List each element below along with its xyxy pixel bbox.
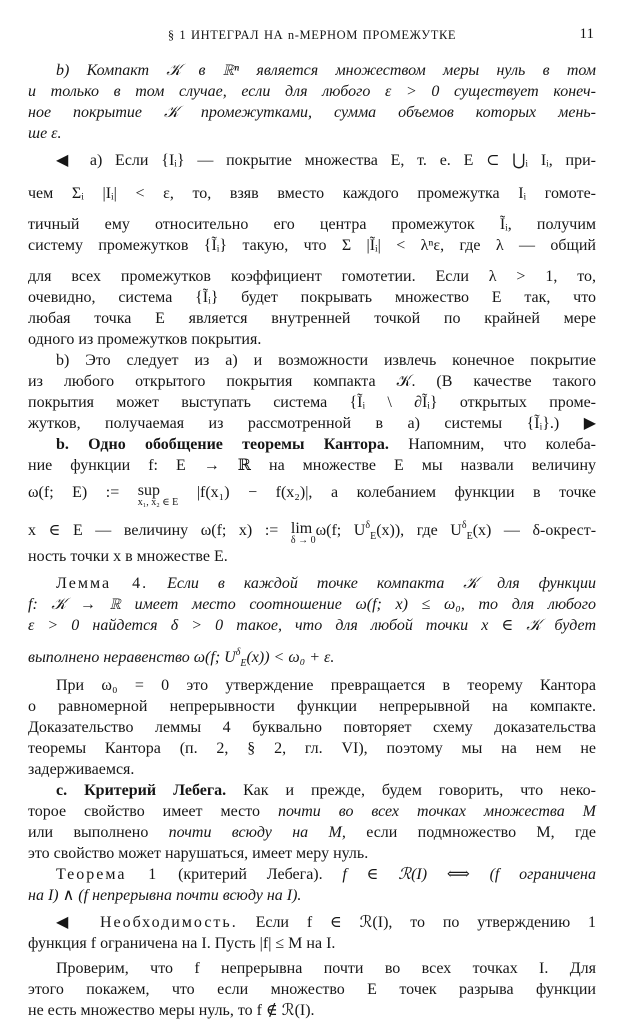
formula-line: ω(f; E) := sup x₁, x₂ ∈ E |f(x₁) − f(x₂)|, а колебанием функции в точке bbox=[28, 482, 597, 508]
text-line: ность точки x в множестве E. bbox=[28, 548, 228, 565]
lim-operator: lim δ → 0 bbox=[290, 520, 316, 546]
text-line: торое свойство имеет место почти во всех точках множества M bbox=[28, 803, 597, 820]
text-line: b) Это следует из a) и возможности извлечь конечное покрытие bbox=[56, 352, 596, 369]
proof-line: ◀ Необходимость. Если f ∈ ℛ(I), то по утверждению 1 bbox=[56, 914, 597, 931]
text-line: любая точка E является внутренней точкой по крайней мере bbox=[28, 310, 596, 327]
book-page bbox=[28, 24, 596, 1021]
text-line: о равномерной непрерывности функции непрерывной на компакте. bbox=[28, 698, 596, 715]
text-line: этого покажем, что если множество E точек разрыва функции bbox=[28, 981, 596, 998]
page-number: 11 bbox=[579, 26, 594, 42]
page-header bbox=[28, 24, 596, 56]
text-line: и только в том случае, если для любого ε > 0 существует конеч- bbox=[28, 83, 596, 100]
text-line: не есть множество меры нуль, то f ∉ ℛ(I). bbox=[28, 1002, 315, 1019]
text-line: на I) ∧ (f непрерывна почти всюду на I). bbox=[28, 887, 302, 904]
text-line: жутков, получаемая из рассмотренной в a) системы {Ĩᵢ}.) ▶ bbox=[28, 415, 596, 432]
text-line: функция f ограничена на I. Пусть |f| ≤ M на I. bbox=[28, 935, 336, 952]
lemma-line: Лемма 4. Если в каждой точке компакта 𝒦 для функции bbox=[56, 575, 596, 592]
section-heading: b. Одно обобщение теоремы Кантора. bbox=[56, 436, 389, 453]
running-title: § 1 ИНТЕГРАЛ НА n-МЕРНОМ ПРОМЕЖУТКЕ bbox=[167, 28, 457, 42]
formula-line: x ∈ E — величину ω(f; x) := lim δ → 0 ω(f; $U^\delta_E(x)$), где $U^\delta_E(x)$ — δ-окрест- bbox=[28, 520, 597, 546]
theorem-line: Теорема 1 (критерий Лебега). f ∈ ℛ(I) ⟺ (f ограничена bbox=[56, 866, 596, 883]
lemma-label: Лемма 4. bbox=[56, 575, 149, 592]
text-line: Доказательство леммы 4 буквально повторяет схему доказательства bbox=[28, 719, 596, 736]
theorem-label: Теорема 1 bbox=[56, 866, 159, 883]
text-line: это свойство может нарушаться, имеет меру нуль. bbox=[28, 845, 369, 862]
text-line: для всех промежутков коэффициент гомотетии. Если λ > 1, то, bbox=[28, 268, 596, 285]
text-line: b) Компакт 𝒦 в ℝⁿ является множеством меры нуль в том bbox=[56, 62, 596, 79]
text-line: теоремы Кантора (п. 2, § 2, гл. VI), поэтому мы на нем не bbox=[28, 740, 596, 757]
text-line: покрытия может выступать система {Ĩᵢ \ ∂Ĩᵢ} открытых проме- bbox=[28, 394, 596, 411]
proof-start-marker: ◀ bbox=[56, 914, 83, 931]
text-line: задерживаемся. bbox=[28, 761, 135, 778]
text-line: систему промежутков {Ĩᵢ} такую, что Σ |Ĩᵢ| < λⁿε, где λ — общий bbox=[28, 237, 596, 254]
section-heading-line: c. Критерий Лебега. Как и прежде, будем говорить, что неко- bbox=[56, 782, 597, 799]
text-line: тичный ему относительно его центра промежуток Ĩᵢ, получим bbox=[28, 216, 596, 233]
text-line: ◀ a) Если {Iᵢ} — покрытие множества E, т. е. E ⊂ ⋃ᵢ Iᵢ, при- bbox=[56, 152, 596, 169]
text-line: ное покрытие 𝒦 промежутками, сумма объемов которых мень- bbox=[28, 104, 596, 121]
text-line: из любого открытого покрытия компакта 𝒦. (В качестве такого bbox=[28, 373, 596, 390]
formula-line: выполнено неравенство ω(f; $U^\delta_E(x)) < \omega_0 + \varepsilon$. bbox=[28, 647, 335, 669]
text-line: ние функции f: E → ℝ на множестве E мы назвали величину bbox=[28, 457, 596, 474]
text-line: Проверим, что f непрерывна почти во всех точках I. Для bbox=[56, 960, 596, 977]
sup-operator: sup x₁, x₂ ∈ E bbox=[137, 482, 179, 508]
body-text bbox=[28, 60, 596, 1021]
section-heading-line: b. Одно обобщение теоремы Кантора. Напомним, что колеба- bbox=[56, 436, 597, 453]
text-line: При ω₀ = 0 это утверждение превращается в теорему Кантора bbox=[56, 677, 596, 694]
text-line: ше ε. bbox=[28, 125, 62, 142]
text-line: очевидно, система {Ĩᵢ} будет покрывать множество E так, что bbox=[28, 289, 596, 306]
section-heading: c. Критерий Лебега. bbox=[56, 782, 227, 799]
text-line: чем Σᵢ |Iᵢ| < ε, то, взяв вместо каждого промежутка Iᵢ гомоте- bbox=[28, 185, 596, 202]
text-line: или выполнено почти всюду на M, если подмножество M, где bbox=[28, 824, 597, 841]
text-line: одного из промежутков покрытия. bbox=[28, 331, 262, 348]
text-line: f: 𝒦 → ℝ имеет место соотношение ω(f; x) ≤ ω₀, то для любого bbox=[28, 596, 596, 613]
text-line: ε > 0 найдется δ > 0 такое, что для любой точки x ∈ 𝒦 будет bbox=[28, 617, 596, 634]
